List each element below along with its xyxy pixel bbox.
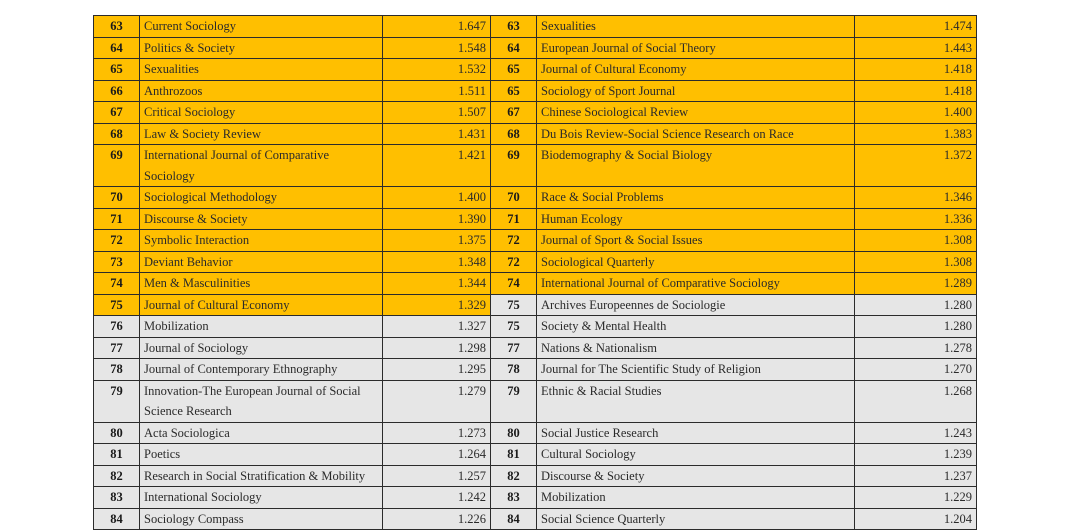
left-impact-factor-cell: 1.264 [383,444,491,466]
right-impact-factor-cell: 1.270 [855,359,977,381]
right-journal-name-cell: Archives Europeennes de Sociologie [537,294,855,316]
right-rank-cell: 84 [491,508,537,530]
right-impact-factor-cell: 1.243 [855,422,977,444]
table-row [94,187,977,209]
right-impact-factor-cell: 1.308 [855,251,977,273]
left-impact-factor-cell: 1.327 [383,316,491,338]
left-journal-name-cell: Symbolic Interaction [140,230,383,252]
left-rank-cell: 73 [94,251,140,273]
right-journal-name-cell: Cultural Sociology [537,444,855,466]
table-row [94,59,977,81]
left-impact-factor-cell: 1.375 [383,230,491,252]
left-impact-factor-cell: 1.279 [383,380,491,422]
left-rank-cell: 66 [94,80,140,102]
right-impact-factor-cell: 1.372 [855,145,977,187]
left-journal-name-cell: International Journal of Comparative Sociology [140,145,383,187]
right-journal-name-cell: Journal of Sport & Social Issues [537,230,855,252]
table-row [94,508,977,530]
right-impact-factor-cell: 1.443 [855,37,977,59]
right-rank-cell: 64 [491,37,537,59]
right-journal-name-cell: Sexualities [537,16,855,38]
right-rank-cell: 83 [491,487,537,509]
left-rank-cell: 67 [94,102,140,124]
right-rank-cell: 74 [491,273,537,295]
left-rank-cell: 76 [94,316,140,338]
right-rank-cell: 78 [491,359,537,381]
left-impact-factor-cell: 1.344 [383,273,491,295]
right-journal-name-cell: International Journal of Comparative Sociology [537,273,855,295]
left-impact-factor-cell: 1.548 [383,37,491,59]
right-impact-factor-cell: 1.280 [855,294,977,316]
left-impact-factor-cell: 1.329 [383,294,491,316]
left-rank-cell: 71 [94,208,140,230]
left-rank-cell: 63 [94,16,140,38]
left-rank-cell: 74 [94,273,140,295]
right-impact-factor-cell: 1.336 [855,208,977,230]
table-row [94,380,977,422]
table-row [94,102,977,124]
right-journal-name-cell: Nations & Nationalism [537,337,855,359]
table-row [94,80,977,102]
right-journal-name-cell: Sociology of Sport Journal [537,80,855,102]
table-row [94,316,977,338]
right-journal-name-cell: Journal of Cultural Economy [537,59,855,81]
table-row [94,208,977,230]
table-row [94,294,977,316]
left-journal-name-cell: International Sociology [140,487,383,509]
left-impact-factor-cell: 1.242 [383,487,491,509]
left-rank-cell: 79 [94,380,140,422]
left-rank-cell: 77 [94,337,140,359]
right-rank-cell: 81 [491,444,537,466]
right-impact-factor-cell: 1.278 [855,337,977,359]
right-rank-cell: 75 [491,294,537,316]
left-journal-name-cell: Innovation-The European Journal of Social Science Research [140,380,383,422]
table-row [94,465,977,487]
left-journal-name-cell: Sociology Compass [140,508,383,530]
left-journal-name-cell: Acta Sociologica [140,422,383,444]
right-rank-cell: 82 [491,465,537,487]
left-rank-cell: 78 [94,359,140,381]
left-journal-name-cell: Law & Society Review [140,123,383,145]
right-impact-factor-cell: 1.268 [855,380,977,422]
right-impact-factor-cell: 1.418 [855,59,977,81]
left-journal-name-cell: Poetics [140,444,383,466]
table-row [94,422,977,444]
right-journal-name-cell: Discourse & Society [537,465,855,487]
left-journal-name-cell: Journal of Cultural Economy [140,294,383,316]
left-impact-factor-cell: 1.348 [383,251,491,273]
right-rank-cell: 67 [491,102,537,124]
left-impact-factor-cell: 1.273 [383,422,491,444]
table-row [94,145,977,187]
right-rank-cell: 65 [491,80,537,102]
right-impact-factor-cell: 1.400 [855,102,977,124]
left-rank-cell: 83 [94,487,140,509]
right-journal-name-cell: Race & Social Problems [537,187,855,209]
right-impact-factor-cell: 1.280 [855,316,977,338]
right-rank-cell: 72 [491,251,537,273]
left-impact-factor-cell: 1.298 [383,337,491,359]
left-impact-factor-cell: 1.295 [383,359,491,381]
table-row [94,444,977,466]
right-rank-cell: 80 [491,422,537,444]
right-rank-cell: 72 [491,230,537,252]
right-rank-cell: 75 [491,316,537,338]
right-impact-factor-cell: 1.239 [855,444,977,466]
table-row [94,487,977,509]
left-rank-cell: 65 [94,59,140,81]
left-impact-factor-cell: 1.511 [383,80,491,102]
left-rank-cell: 70 [94,187,140,209]
table-row [94,37,977,59]
left-rank-cell: 64 [94,37,140,59]
left-rank-cell: 80 [94,422,140,444]
left-journal-name-cell: Journal of Contemporary Ethnography [140,359,383,381]
left-journal-name-cell: Discourse & Society [140,208,383,230]
left-journal-name-cell: Critical Sociology [140,102,383,124]
table-row [94,230,977,252]
right-rank-cell: 63 [491,16,537,38]
left-journal-name-cell: Deviant Behavior [140,251,383,273]
right-journal-name-cell: Human Ecology [537,208,855,230]
left-impact-factor-cell: 1.226 [383,508,491,530]
left-journal-name-cell: Men & Masculinities [140,273,383,295]
right-rank-cell: 65 [491,59,537,81]
table-row [94,123,977,145]
right-journal-name-cell: Ethnic & Racial Studies [537,380,855,422]
left-rank-cell: 69 [94,145,140,187]
right-journal-name-cell: Social Science Quarterly [537,508,855,530]
right-journal-name-cell: Sociological Quarterly [537,251,855,273]
left-impact-factor-cell: 1.532 [383,59,491,81]
right-rank-cell: 68 [491,123,537,145]
left-rank-cell: 84 [94,508,140,530]
right-impact-factor-cell: 1.346 [855,187,977,209]
left-journal-name-cell: Research in Social Stratification & Mobility [140,465,383,487]
right-journal-name-cell: Social Justice Research [537,422,855,444]
left-journal-name-cell: Anthrozoos [140,80,383,102]
left-rank-cell: 68 [94,123,140,145]
right-impact-factor-cell: 1.289 [855,273,977,295]
left-rank-cell: 82 [94,465,140,487]
right-rank-cell: 79 [491,380,537,422]
right-impact-factor-cell: 1.204 [855,508,977,530]
left-impact-factor-cell: 1.431 [383,123,491,145]
right-impact-factor-cell: 1.229 [855,487,977,509]
left-rank-cell: 72 [94,230,140,252]
right-journal-name-cell: Biodemography & Social Biology [537,145,855,187]
right-journal-name-cell: Mobilization [537,487,855,509]
left-journal-name-cell: Mobilization [140,316,383,338]
left-impact-factor-cell: 1.421 [383,145,491,187]
left-journal-name-cell: Journal of Sociology [140,337,383,359]
right-impact-factor-cell: 1.237 [855,465,977,487]
journal-ranking-table [93,15,977,530]
right-journal-name-cell: European Journal of Social Theory [537,37,855,59]
right-journal-name-cell: Society & Mental Health [537,316,855,338]
right-rank-cell: 71 [491,208,537,230]
left-journal-name-cell: Sociological Methodology [140,187,383,209]
right-journal-name-cell: Du Bois Review-Social Science Research on Race [537,123,855,145]
table-row [94,251,977,273]
right-rank-cell: 70 [491,187,537,209]
table-row [94,337,977,359]
right-rank-cell: 69 [491,145,537,187]
table-row [94,16,977,38]
left-impact-factor-cell: 1.390 [383,208,491,230]
left-rank-cell: 81 [94,444,140,466]
left-impact-factor-cell: 1.257 [383,465,491,487]
table-body [94,16,977,530]
table-row [94,273,977,295]
right-journal-name-cell: Chinese Sociological Review [537,102,855,124]
right-impact-factor-cell: 1.418 [855,80,977,102]
left-impact-factor-cell: 1.647 [383,16,491,38]
right-impact-factor-cell: 1.308 [855,230,977,252]
left-journal-name-cell: Politics & Society [140,37,383,59]
table-row [94,359,977,381]
right-impact-factor-cell: 1.474 [855,16,977,38]
right-impact-factor-cell: 1.383 [855,123,977,145]
left-journal-name-cell: Sexualities [140,59,383,81]
left-impact-factor-cell: 1.507 [383,102,491,124]
left-rank-cell: 75 [94,294,140,316]
left-journal-name-cell: Current Sociology [140,16,383,38]
right-journal-name-cell: Journal for The Scientific Study of Religion [537,359,855,381]
left-impact-factor-cell: 1.400 [383,187,491,209]
right-rank-cell: 77 [491,337,537,359]
